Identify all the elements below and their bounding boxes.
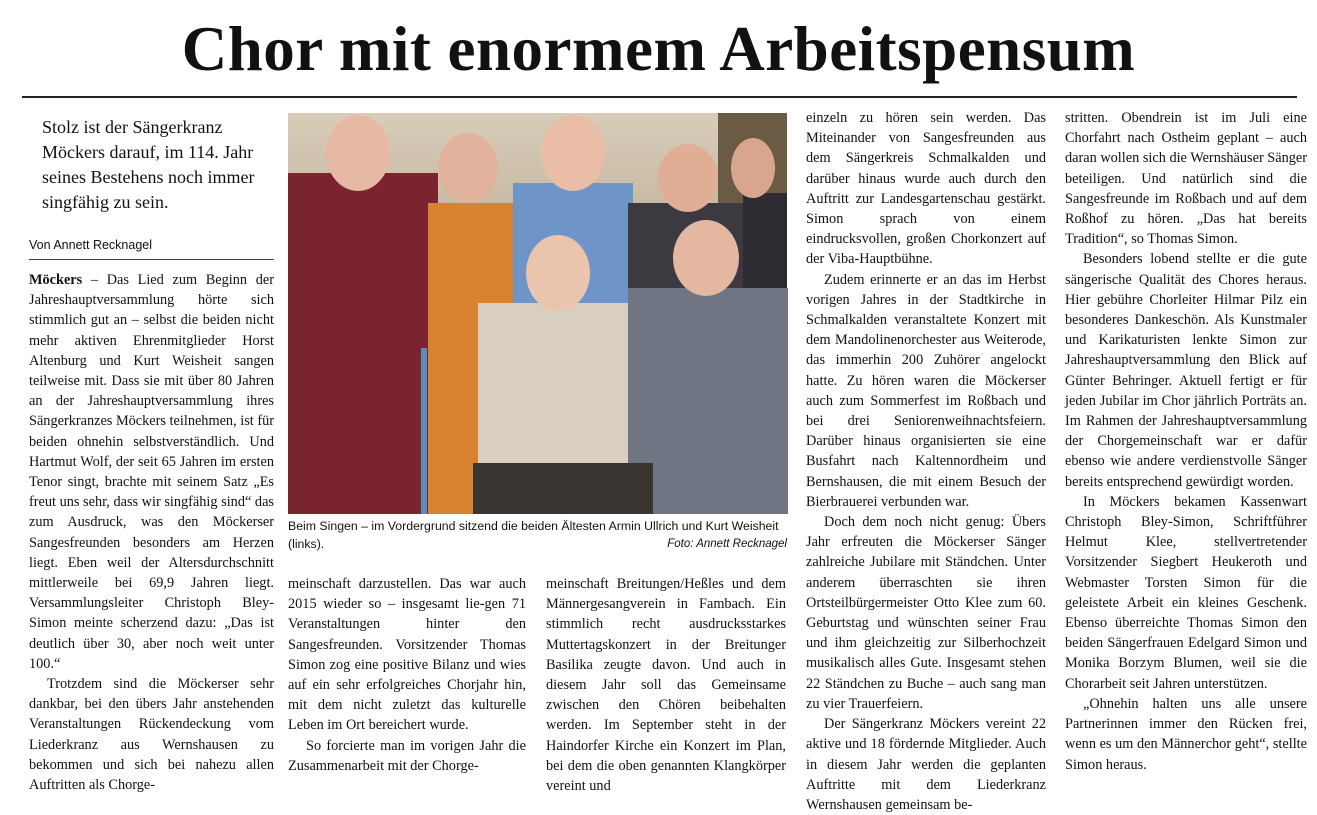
- paragraph: [29, 270, 274, 674]
- paragraph: Doch dem noch nicht genug: Übers Jahr erfreuten die Möckerser Sänger zahlreiche Jubilare mit Ständchen. Unter anderem überraschten sie ihren Ortsteilbürgermeister Otto Klee zum 60. Geburtstag und wünschten seiner Frau und ihm gleichzeitig zur Silberhochzeit musikalisch alles Gute. Insgesamt stehen 22 Ständchen zu Buche – auch sang man zu vier Trauerfeiern.: [806, 514, 1046, 712]
- paragraph: Der Sängerkranz Möckers vereint 22 aktive und 18 fördernde Mitglieder. Auch in diesem Jahr werden die geplanten Auftritte mit dem Liederkranz Wernshausen gemeinsam be-: [806, 716, 1046, 813]
- article-column-2: [288, 574, 526, 776]
- paragraph: So forcierte man im vorigen Jahr die Zusammenarbeit mit der Chorge-: [288, 737, 526, 774]
- paragraph: „Ohnehin halten uns alle unsere Partnerinnen immer den Rücken frei, wenn es um den Männerchor geht“, stellte Simon heraus.: [1065, 695, 1307, 773]
- paragraph-text: – Das Lied zum Beginn der Jahreshauptversammlung hörte sich stimmlich gut an – selbst die beiden nicht mehr aktiven Ehrenmitglieder Horst Altenburg und Kurt Weisheit sangen teilweise mit. Dass sie mit über 80 Jahren an der Jahreshauptversammlung ihres Sängerkranzes Möckers teilnehmen, ist für beiden ohnehin selbstverständlich. Und Hartmut Wolf, der seit 65 Jahren im ersten Tenor singt, brachte mit seinem Satz „Es freut uns sehr, dass wir singfähig sind“ das zum Ausdruck, was den Möckerser Sangesfreunden besonders am Herzen liegt. Eben weil der Altersdurchschnitt mittlerweile bei 69,9 Jahren liegt. Versammlungsleiter Christoph Bley-Simon meinte scherzend dazu: „Das ist deutlich über 30, aber noch weit unter 100.“: [29, 272, 274, 672]
- article-column-1: [29, 270, 274, 794]
- photo-image: [288, 113, 787, 514]
- paragraph: stritten. Obendrein ist im Juli eine Chorfahrt nach Ostheim geplant – auch daran wollen sich die Wernshäuser Sänger beteiligen. Und natürlich sind die Sangesfreunde im Roßbach und auf dem Roßhof zu hören. „Das hat bereits Tradition“, so Thomas Simon.: [1065, 110, 1307, 248]
- article-column-5: [1065, 108, 1307, 776]
- paragraph: einzeln zu hören sein werden. Das Miteinander von Sangesfreunden aus dem Sängerkreis Schmalkalden und darüber hinaus wurde auch durch den Auftritt zur Landesgartenschau gestärkt. Simon sprach von einem eindrucksvollen, großen Chorkonzert auf der Viba-Hauptbühne.: [806, 110, 1046, 268]
- paragraph: In Möckers bekamen Kassenwart Christoph Bley-Simon, Schriftführer Helmut Klee, stellvertretender Vorsitzender Siegbert Heukeroth und Webmaster Torsten Simon für die geleistete Arbeit ein kleines Geschenk. Ebenso überreichte Thomas Simon den beiden Sängerfrauen Edelgard Simon und Monika Borzym Blumen, weil sie die Chorarbeit seit Jahren unterstützen.: [1065, 493, 1307, 692]
- photo-credit: Foto: Annett Recknagel: [667, 537, 787, 550]
- byline-rule: [29, 259, 274, 260]
- teaser: Stolz ist der Sängerkranz Möckers darauf, im 114. Jahr seines Bestehens noch immer singfähig zu sein.: [42, 117, 255, 212]
- article-column-3: [546, 574, 786, 795]
- dateline: Möckers: [29, 272, 83, 288]
- choir-photo: [288, 113, 787, 514]
- paragraph: Zudem erinnerte er an das im Herbst vorigen Jahres in der Stadtkirche in Schmalkalden veranstaltete Konzert mit dem Mandolinenorchester aus Weiterode, das immerhin 200 Zuhörer angelockt hatte. Zu hören waren die Möckerser auch zum Sommerfest im Roßbach und bei drei Seniorenweihnachtsfeiern. Darüber hinaus organisierten sie eine Busfahrt nach Kaltennordheim und Bernshausen, die mit einem Besuch der Bierbrauerei verbunden war.: [806, 271, 1046, 510]
- byline: Von Annett Recknagel: [29, 238, 153, 252]
- caption-text: Beim Singen – im Vordergrund sitzend die beiden Ältesten Armin Ullrich und Kurt Weisheit (links).: [288, 519, 779, 551]
- headline-rule: [22, 96, 1297, 98]
- paragraph: Trotzdem sind die Möckerser sehr dankbar, bei den übers Jahr anstehenden Veranstaltungen Rückendeckung vom Liederkranz aus Wernshausen zu bekommen und sich bei nahezu allen Auftritten als Chorge-: [29, 676, 274, 794]
- paragraph: Besonders lobend stellte er die gute sängerische Qualität des Chores heraus. Hier gebühre Chorleiter Hilmar Pilz ein besonderes Dankeschön. Als Kunstmaler und Karikaturisten lenkte Simon zur Jahreshauptversammlung den Blick auf Günter Behringer. Aktuell fertigt er für jeden Jubilar im Chor jährlich Porträts an. Im Rahmen der Jahreshauptversammlung der Chorgemeinschaft war er dafür ebenso wie andere verdienstvolle Sänger bereits entsprechend gewürdigt worden.: [1065, 251, 1307, 490]
- photo-caption: [288, 518, 787, 553]
- paragraph: meinschaft Breitungen/Heßles und dem Männergesangverein in Fambach. Ein stimmlich recht ausdrucksstarkes Muttertagskonzert in der Breitunger Basilika zeugte davon. Und auch in diesem Jahr soll das Gemeinsame zwischen den Chören beibehalten werden. Im September steht in der Haindorfer Kirche ein Konzert im Plan, bei dem die oben genannten Klangkörper vereint und: [546, 576, 786, 795]
- article-column-4: [806, 108, 1046, 813]
- paragraph: meinschaft darzustellen. Das war auch 2015 wieder so – insgesamt lie-gen 71 Veranstaltungen hinter den Sangesfreunden. Vorsitzender Thomas Simon zog eine positive Bilanz und wies auf ein sehr erfolgreiches Chorjahr hin, mit dem nicht zuletzt das kulturelle Leben im Ort bereichert wurde.: [288, 576, 526, 734]
- headline: Chor mit enormem Arbeitspensum: [181, 14, 1136, 84]
